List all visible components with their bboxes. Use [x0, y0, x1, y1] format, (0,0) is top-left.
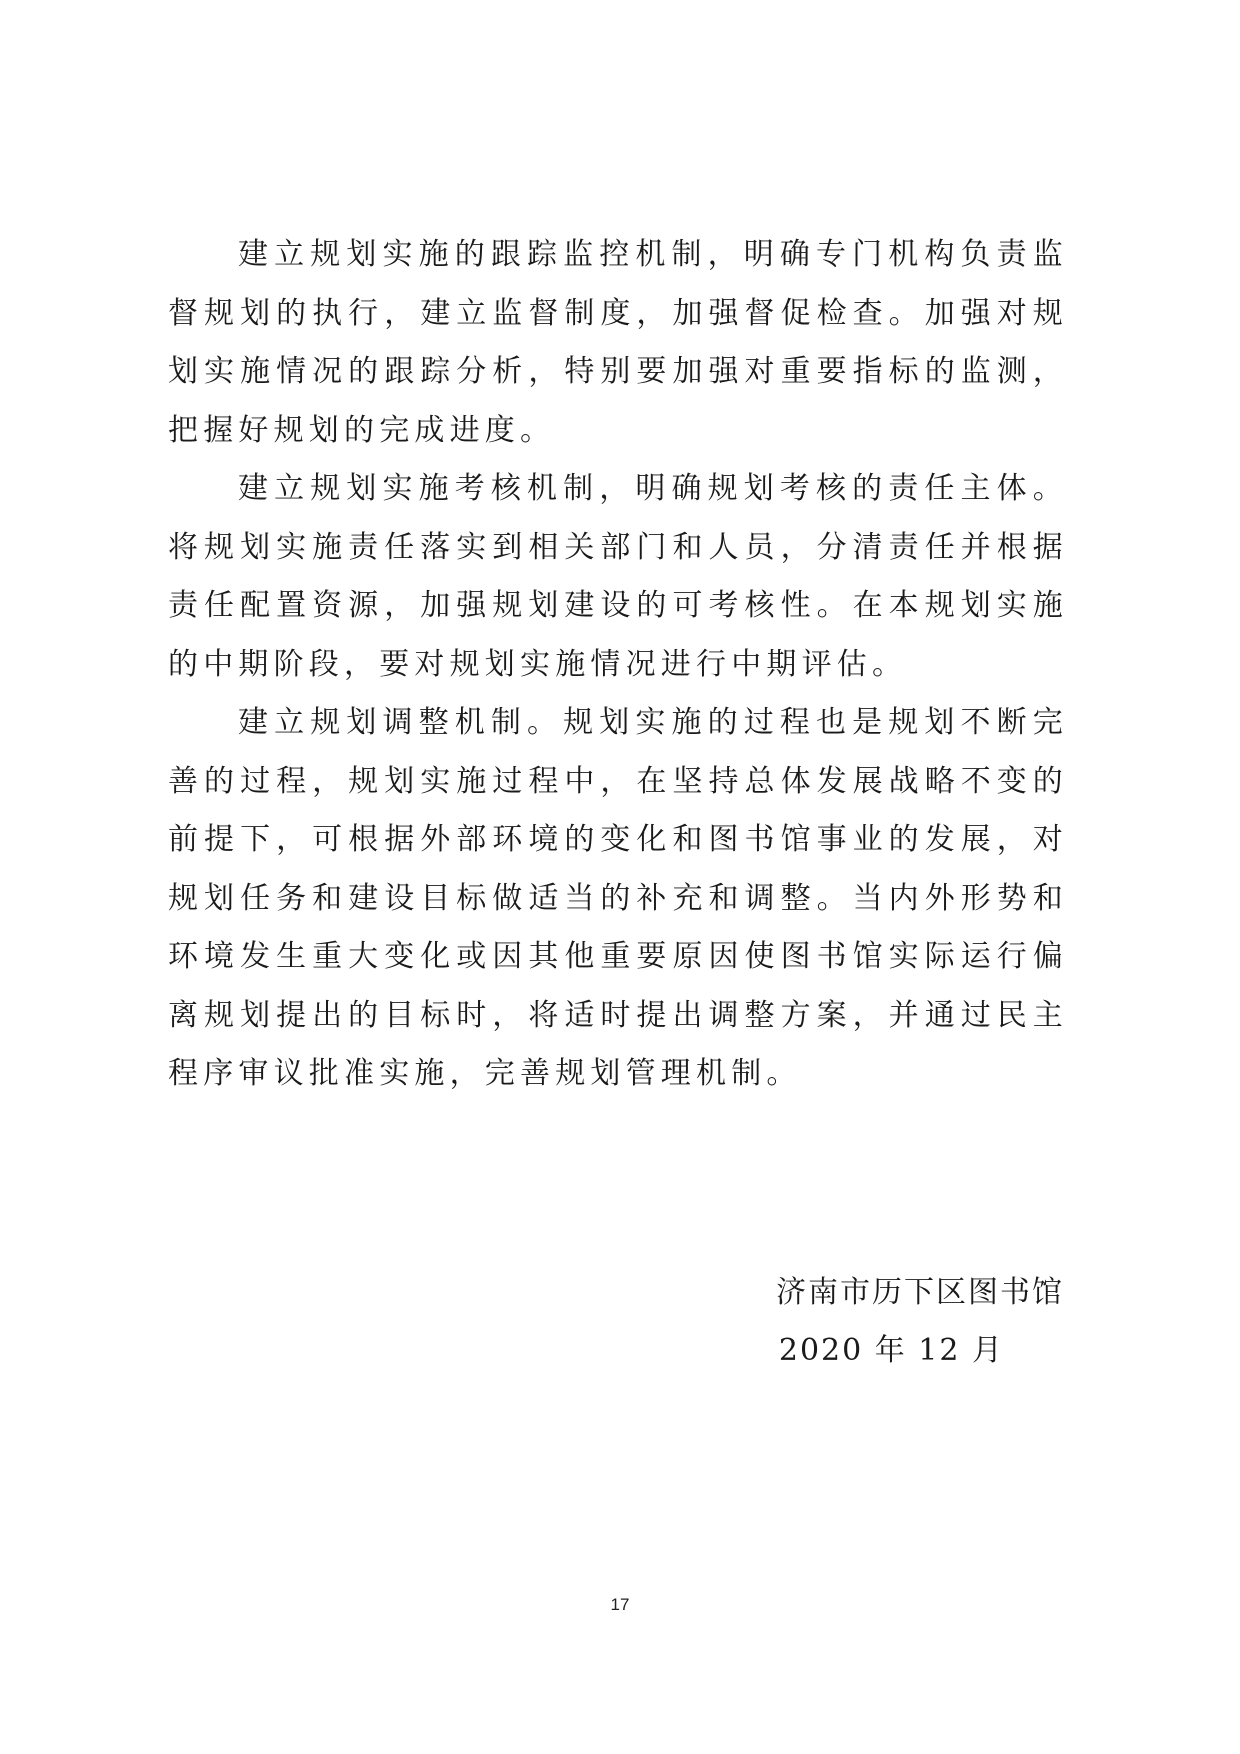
paragraph-assessment: 建立规划实施考核机制，明确规划考核的责任主体。将规划实施责任落实到相关部门和人员，分清责任并根据责任配置资源，加强规划建设的可考核性。在本规划实施的中期阶段，要对规划实施情况进行中期评估。: [168, 471, 1068, 682]
paragraph-adjustment: 建立规划调整机制。规划实施的过程也是规划不断完善的过程，规划实施过程中，在坚持总体发展战略不变的前提下，可根据外部环境的变化和图书馆事业的发展，对规划任务和建设目标做适当的补充和调整。当内外形势和环境发生重大变化或因其他重要原因使图书馆实际运行偏离规划提出的目标时，将适时提出调整方案，并通过民主程序审议批准实施，完善规划管理机制。: [168, 705, 1068, 1091]
page-number: 17: [610, 1595, 630, 1614]
body-text: [168, 226, 1068, 1104]
signature-date: 2020 年 12 月: [778, 1333, 1004, 1368]
paragraph-monitoring: 建立规划实施的跟踪监控机制，明确专门机构负责监督规划的执行，建立监督制度，加强督促检查。加强对规划实施情况的跟踪分析，特别要加强对重要指标的监测，把握好规划的完成进度。: [168, 237, 1068, 448]
signature-organization: 济南市历下区图书馆: [776, 1275, 1064, 1310]
signature-block: [776, 1264, 1064, 1380]
